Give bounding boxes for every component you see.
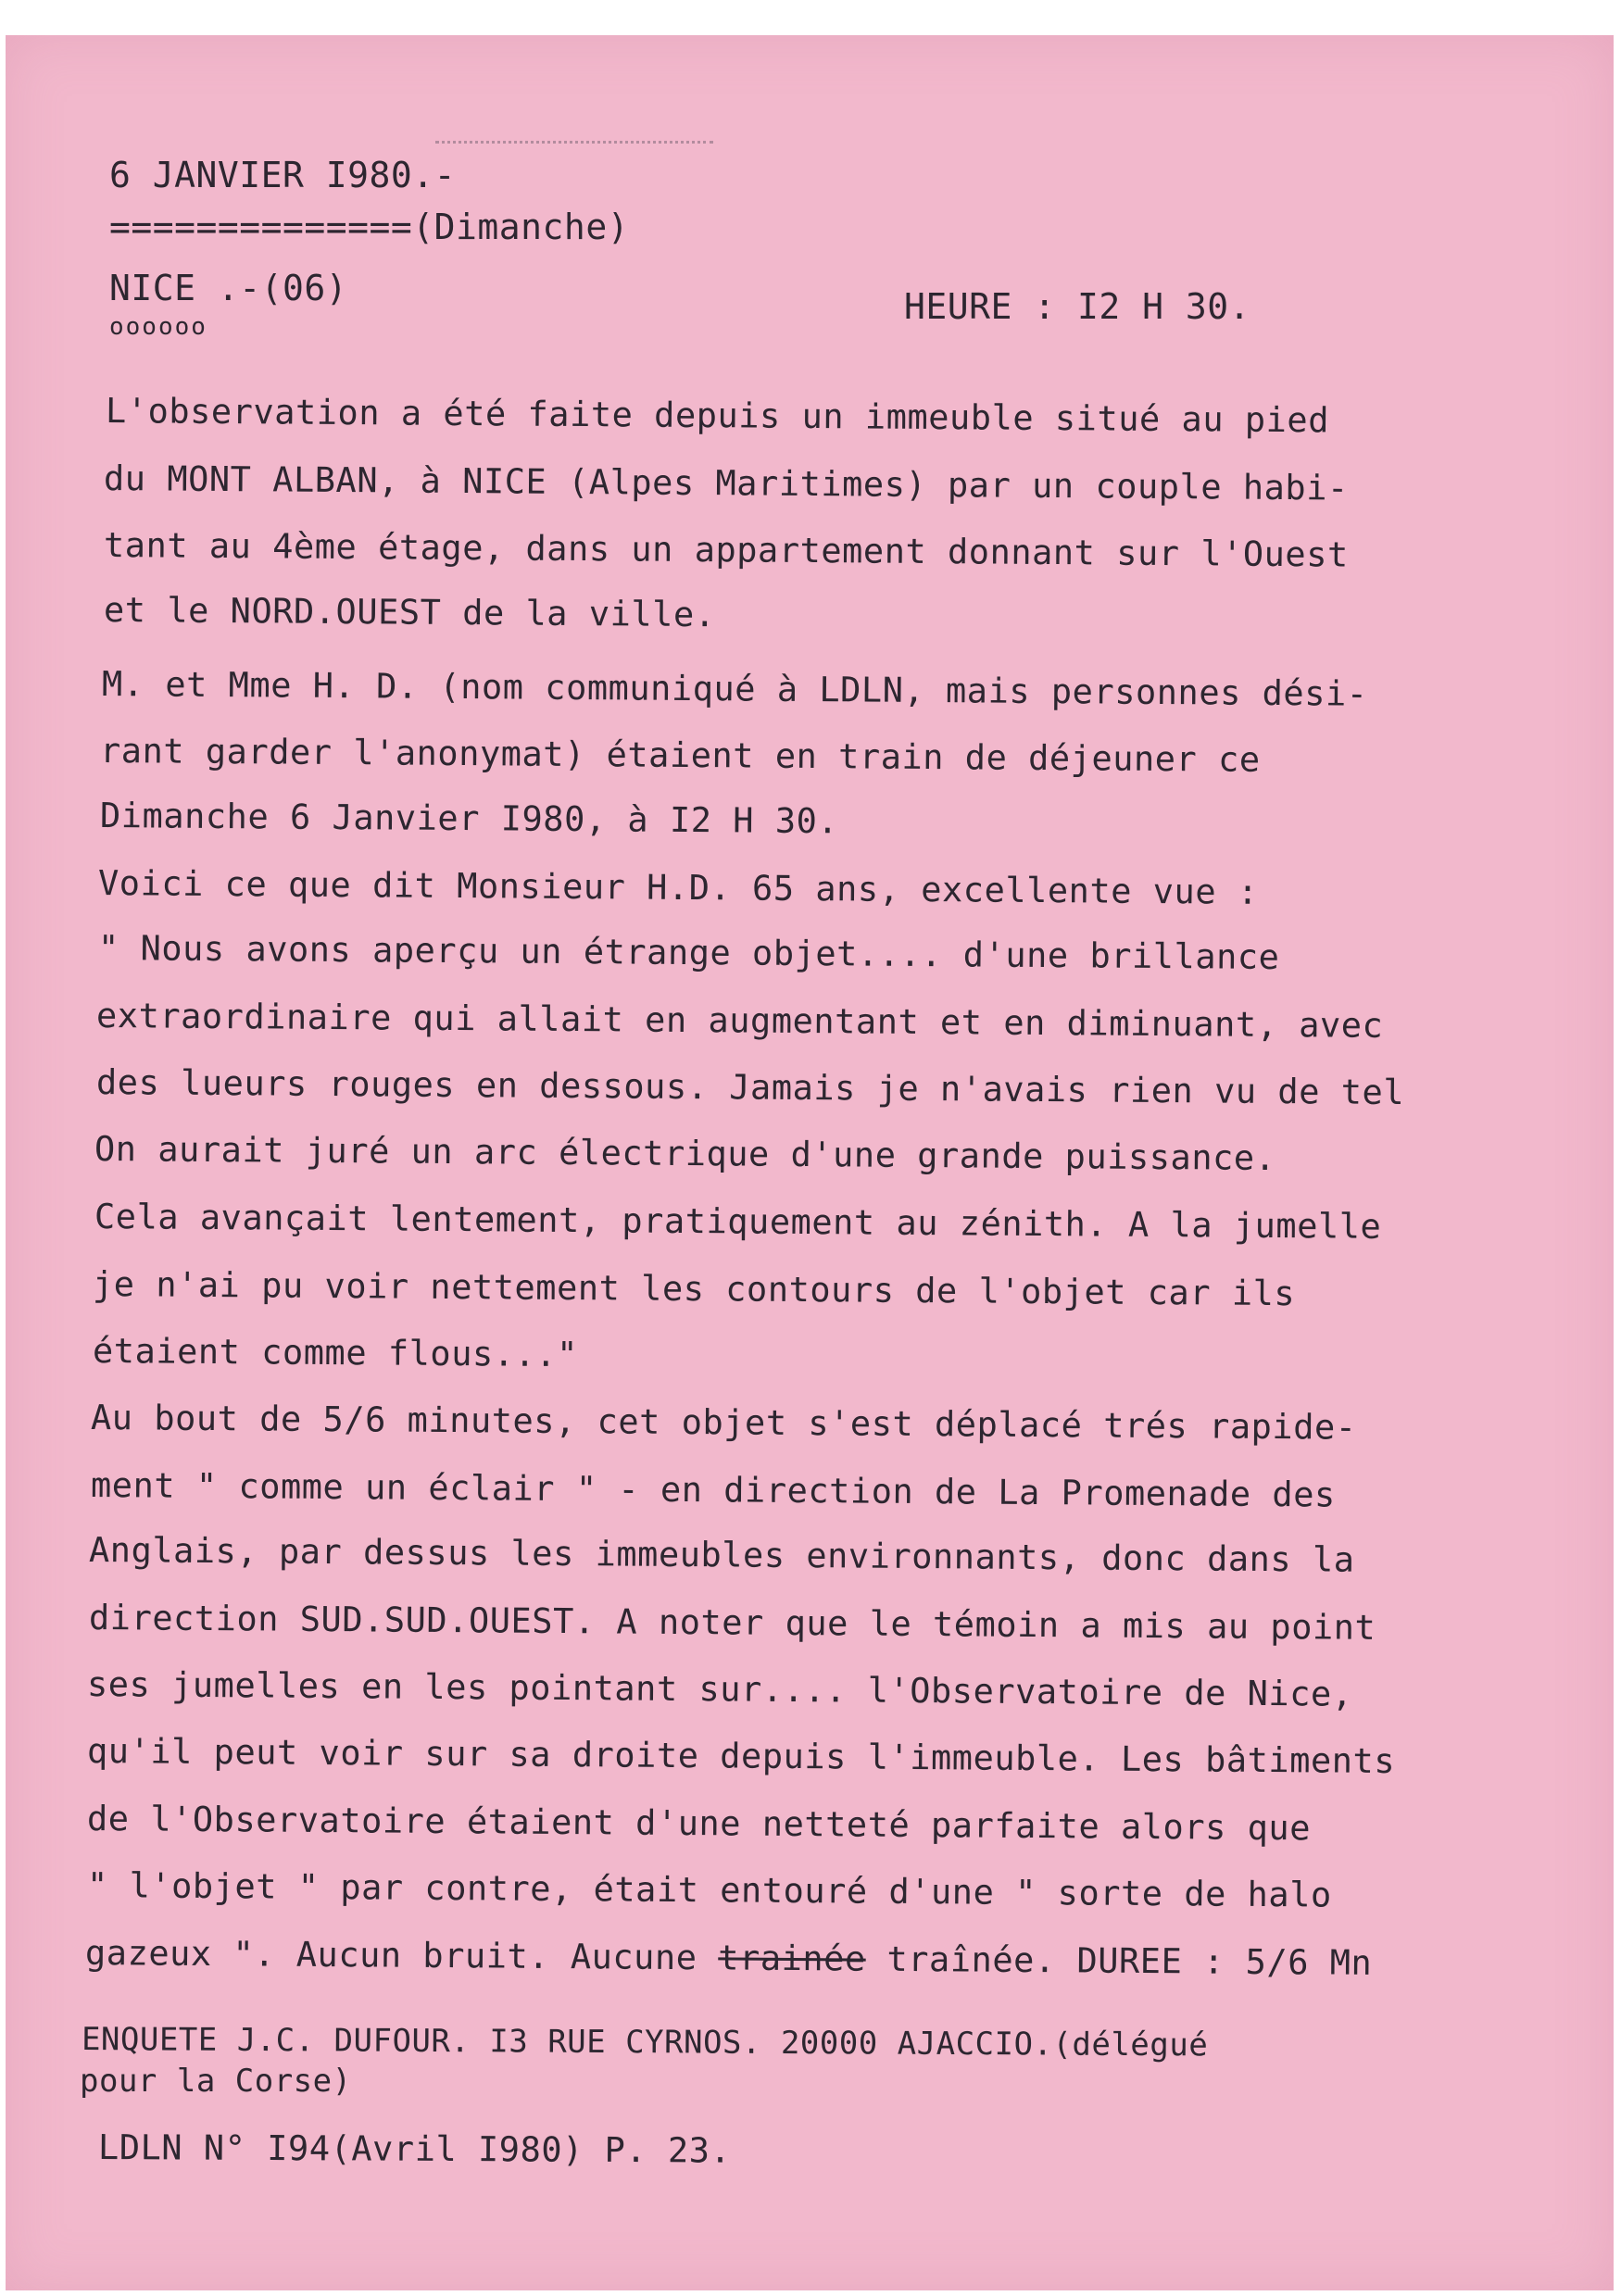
- body-line: Anglais, par dessus les immeubles environnants, donc dans la: [88, 1530, 1355, 1580]
- body-line-last: [84, 1933, 1373, 1983]
- report-time: HEURE : I2 H 30.: [904, 286, 1251, 327]
- body-line: qu'il peut voir sur sa droite depuis l'immeuble. Les bâtiments: [86, 1731, 1396, 1782]
- body-line: ses jumelles en les pointant sur.... l'Observatoire de Nice,: [86, 1664, 1353, 1714]
- body-line: ment " comme un éclair " - en direction de La Promenade des: [90, 1465, 1336, 1515]
- source-reference: LDLN N° I94(Avril I980) P. 23.: [97, 2127, 732, 2171]
- inquiry-line-continued: pour la Corse): [80, 2063, 352, 2100]
- report-date-underline: ==============(Dimanche): [109, 207, 630, 247]
- body-line: extraordinaire qui allait en augmentant et en diminuant, avec: [95, 996, 1384, 1046]
- faint-dotted-mark: [435, 141, 713, 144]
- body-line: " Nous avons aperçu un étrange objet.... d'une brillance: [97, 928, 1280, 978]
- body-line: L'observation a été faite depuis un immeuble situé au pied: [105, 391, 1330, 441]
- body-line: On aurait juré un arc électrique d'une grande puissance.: [94, 1129, 1276, 1179]
- body-line: " l'objet " par contre, était entouré d'une " sorte de halo: [86, 1865, 1332, 1915]
- body-line: Cela avançait lentement, pratiquement au zénith. A la jumelle: [94, 1197, 1382, 1247]
- body-line: direction SUD.SUD.OUEST. A noter que le témoin a mis au point: [88, 1598, 1376, 1648]
- body-line: de l'Observatoire étaient d'une netteté parfaite alors que: [86, 1799, 1312, 1849]
- report-date: 6 JANVIER I980.-: [109, 155, 457, 195]
- body-line: et le NORD.OUEST de la ville.: [103, 590, 716, 635]
- body-line: M. et Mme H. D. (nom communiqué à LDLN, mais personnes dési-: [101, 664, 1368, 714]
- body-line: rant garder l'anonymat) étaient en train de déjeuner ce: [99, 731, 1261, 780]
- body-line: Dimanche 6 Janvier I980, à I2 H 30.: [99, 796, 839, 842]
- inquiry-line: ENQUETE J.C. DUFOUR. I3 RUE CYRNOS. 20000 AJACCIO.(délégué: [81, 2021, 1209, 2064]
- body-line: du MONT ALBAN, à NICE (Alpes Maritimes) par un couple habi-: [103, 458, 1349, 508]
- struck-out-word: trainée: [718, 1938, 866, 1979]
- body-line: je n'ai pu voir nettement les contours de l'objet car ils: [92, 1264, 1296, 1314]
- body-line: des lueurs rouges en dessous. Jamais je n'avais rien vu de tel: [95, 1062, 1405, 1113]
- body-line: tant au 4ème étage, dans un appartement donnant sur l'Ouest: [103, 525, 1349, 575]
- report-place-underline: oooooo: [109, 313, 207, 341]
- last-line-end: traînée. DUREE : 5/6 Mn: [865, 1938, 1373, 1983]
- last-line-start: gazeux ". Aucun bruit. Aucune: [84, 1933, 719, 1978]
- body-line: Au bout de 5/6 minutes, cet objet s'est déplacé trés rapide-: [90, 1398, 1357, 1448]
- report-place: NICE .-(06): [109, 268, 348, 308]
- body-line: étaient comme flous...": [92, 1331, 579, 1375]
- body-line: Voici ce que dit Monsieur H.D. 65 ans, excellente vue :: [97, 863, 1259, 912]
